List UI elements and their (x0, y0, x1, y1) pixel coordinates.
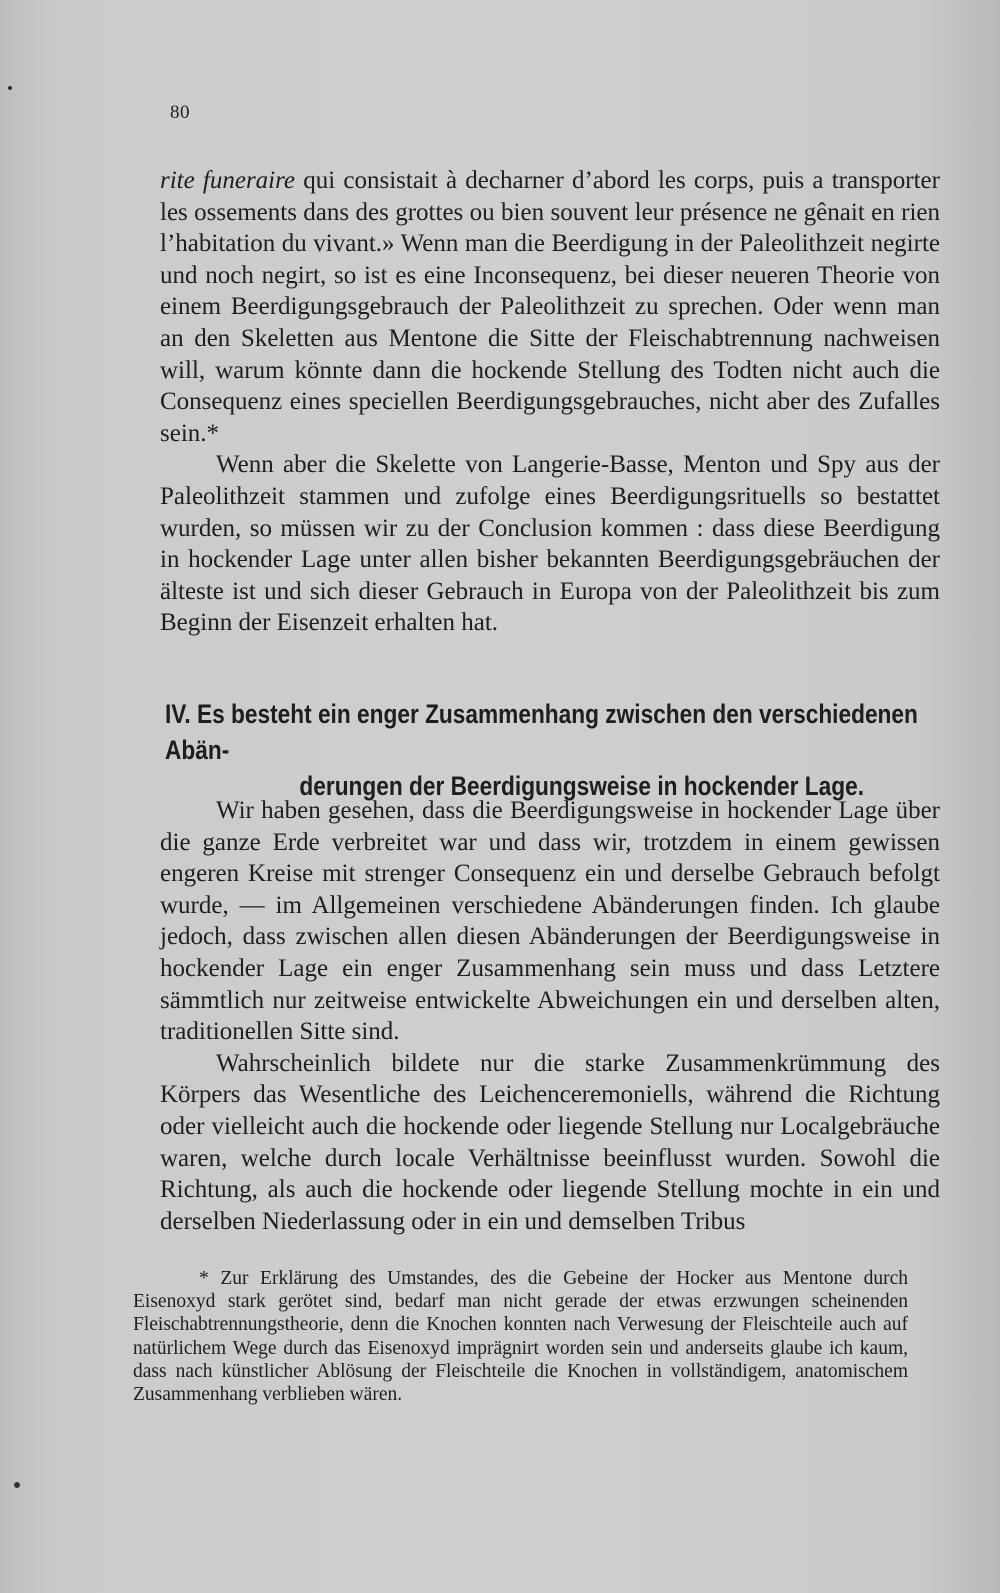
section-heading (165, 696, 938, 804)
text-block-lower (160, 795, 940, 1237)
scan-speck (14, 1482, 20, 1488)
footnote (133, 1267, 908, 1406)
page-number: 80 (170, 102, 190, 123)
paragraph-1 (160, 165, 940, 449)
text-block-upper (160, 165, 940, 639)
section-heading-line-1: IV. Es besteht ein enger Zusammenhang zwischen den verschiedenen Abän- (165, 699, 918, 765)
section-heading-line-2: derungen der Beerdigungsweise in hockender Lage. (299, 771, 865, 801)
paragraph-2: Wenn aber die Skelette von Langerie-Basse, Menton und Spy aus der Paleolithzeit stammen und zufolge eines Beerdigungsrituells so bestattet wurden, so müssen wir zu der Conclusion kommen : dass diese Beerdigung in hockender Lage unter allen bisher bekannten Beerdigungsgebräuchen der älteste ist und sich dieser Gebrauch in Europa von der Paleolithzeit bis zum Beginn der Eisenzeit erhalten hat. (160, 451, 940, 637)
paragraph-4: Wahrscheinlich bildete nur die starke Zusammenkrümmung des Körpers das Wesentliche des Leichenceremoniells, während die Richtung oder vielleicht auch die hockende oder liegende Stellung nur Localgebräuche waren, welche durch locale Verhältnisse beeinflusst wurden. Sowohl die Richtung, als auch die hockende oder liegende Stellung mochte in ein und derselben Niederlassung oder in ein und demselben Tribus (160, 1049, 940, 1235)
footnote-text: * Zur Erklärung des Umstandes, des die Gebeine der Hocker aus Mentone durch Eisenoxyd stark gerötet sind, bedarf man nicht gerade der etwas erzwungen scheinenden Fleischabtrennungstheorie, denn die Knochen konnten nach Verwesung der Fleischteile auch auf natürlichem Wege durch das Eisenoxyd imprägnirt worden sein und anderseits glaube ich kaum, dass nach künstlicher Ablösung der Fleischteile die Knochen in vollständigem, anatomischem Zusammenhang verblieben wären. (133, 1268, 908, 1406)
paragraph-3: Wir haben gesehen, dass die Beerdigungsweise in hockender Lage über die ganze Erde verbreitet war und dass wir, trotzdem in einem gewissen engeren Kreise mit strenger Consequenz ein und derselbe Gebrauch befolgt wurde, — im Allgemeinen verschiedene Abänderungen finden. Ich glaube jedoch, dass zwischen allen diesen Abänderungen der Beerdigungsweise in hockender Lage ein enger Zusammenhang sein muss und dass Letztere sämmtlich nur zeitweise entwickelte Abweichungen ein und derselben alten, traditionellen Sitte sind. (160, 797, 940, 1046)
scan-speck (8, 86, 12, 90)
italic-phrase: rite funeraire (160, 167, 296, 194)
paragraph-1-text: qui consistait à decharner d’abord les corps, puis a transporter les ossements dans des grottes ou bien souvent leur présence ne gênait en rien l’habitation du vivant.» Wenn man die Beerdigung in der Paleolithzeit negirte und noch negirt, so ist es eine Inconsequenz, bei dieser neueren Theorie von einem Beerdigungsgebrauch der Paleolithzeit zu sprechen. Oder wenn man an den Skeletten aus Mentone die Sitte der Fleischabtrennung nachweisen will, warum könnte dann die hockende Stellung des Todten nicht auch die Consequenz eines speciellen Beerdigungsgebrauches, nicht aber des Zufalles sein.* (160, 167, 940, 447)
